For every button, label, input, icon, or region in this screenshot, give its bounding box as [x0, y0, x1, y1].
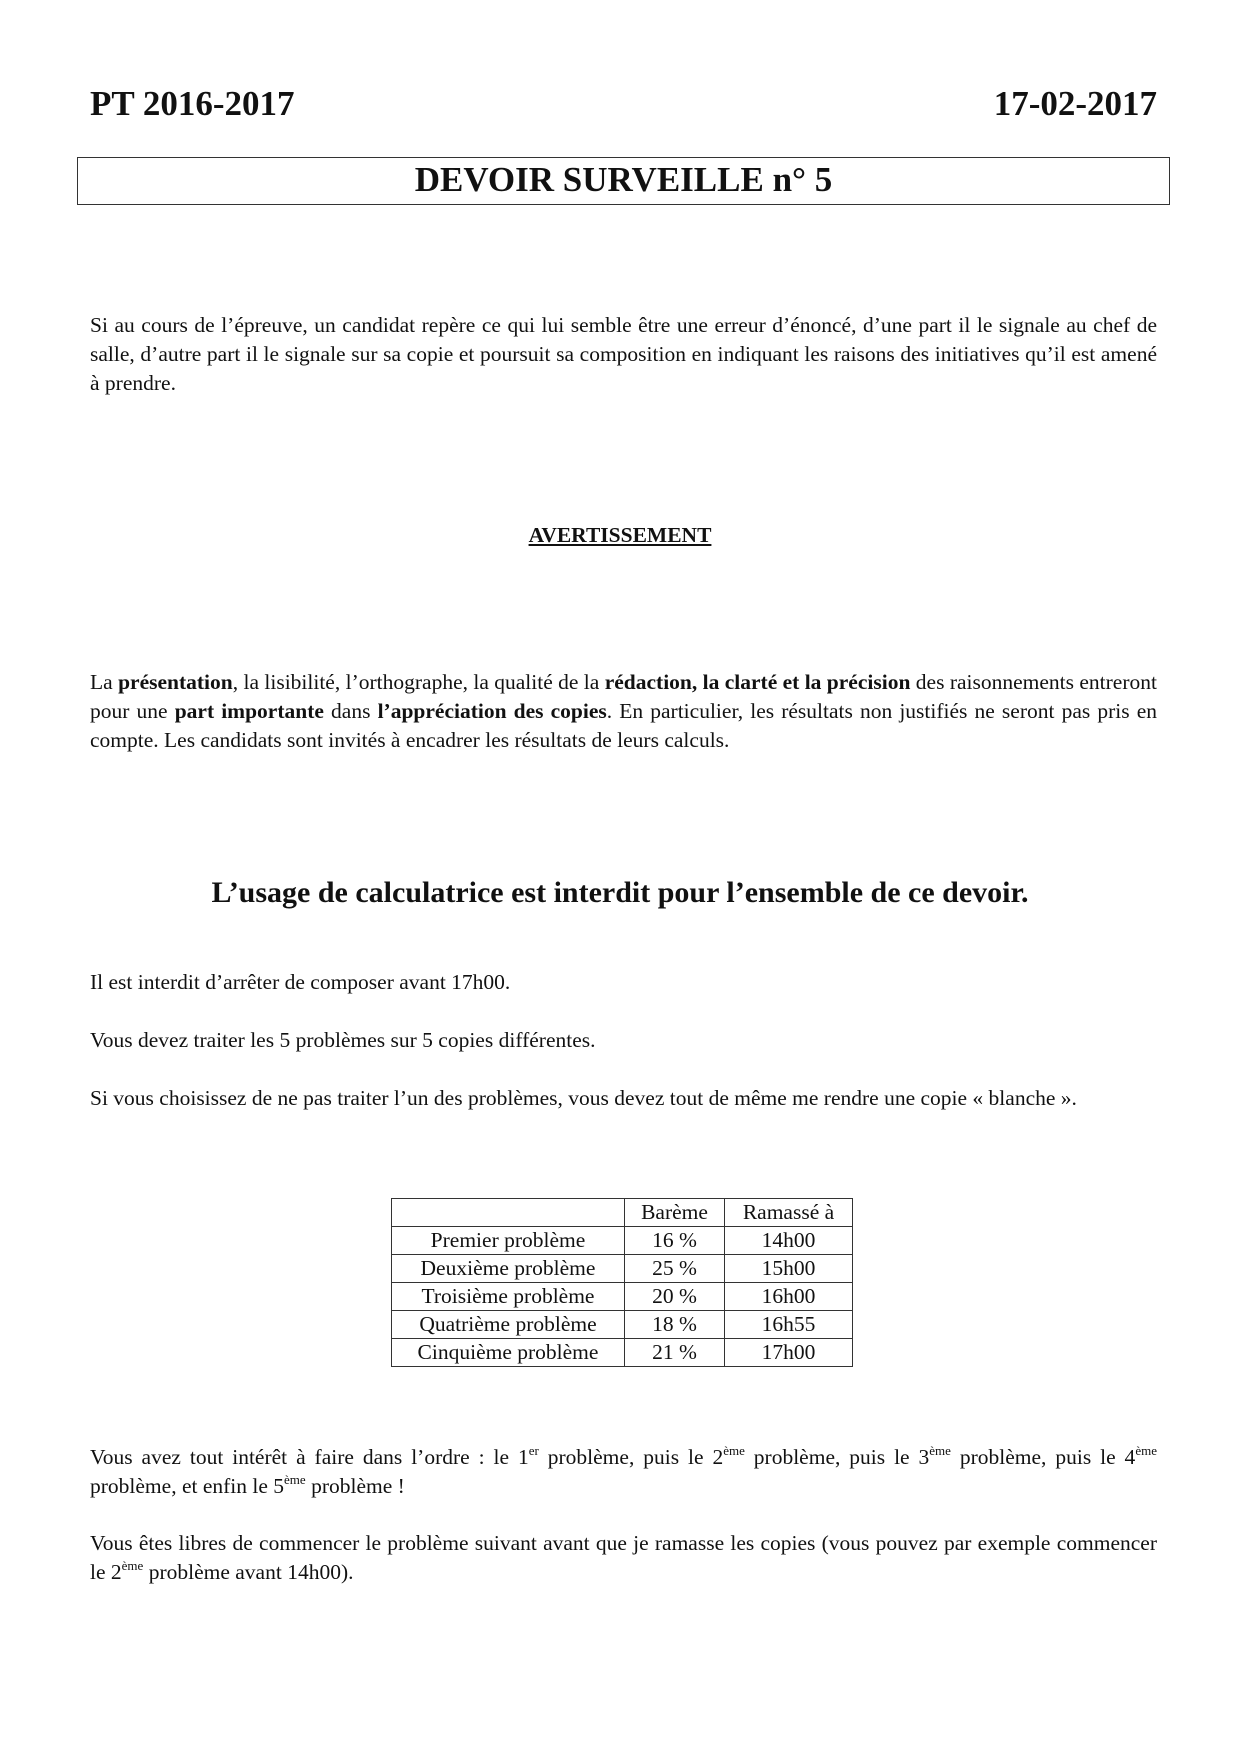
- table-cell: 20 %: [625, 1283, 725, 1311]
- table-row: [392, 1283, 853, 1311]
- page-title: DEVOIR SURVEILLE n° 5: [77, 157, 1170, 205]
- warning-bold-redaction: rédaction, la clarté et la précision: [604, 670, 911, 694]
- order-sup-5: ème: [284, 1472, 306, 1487]
- warning-text-2: , la lisibilité, l’orthographe, la qualité de la: [232, 670, 605, 694]
- table-header-cell: Ramassé à: [725, 1199, 853, 1227]
- freedom-text-2: problème avant 14h00).: [143, 1560, 354, 1584]
- table-row: [392, 1255, 853, 1283]
- table-cell: 16 %: [625, 1227, 725, 1255]
- table-row: [392, 1311, 853, 1339]
- order-text-1: Vous avez tout intérêt à faire dans l’ordre : le 1: [90, 1445, 529, 1469]
- intro-paragraph: Si au cours de l’épreuve, un candidat repère ce qui lui semble être une erreur d’énoncé, d’une part il le signale au chef de salle, d’autre part il le signale sur sa copie et poursuit sa composition en indiquant les raisons des initiatives qu’il est amené à prendre.: [90, 313, 1157, 395]
- warning-paragraph: [90, 668, 1157, 755]
- table-cell: 21 %: [625, 1339, 725, 1367]
- freedom-text-1: Vous êtes libres de commencer le problème suivant avant que je ramasse les copies (vous pouvez par exemple commencer le 2: [90, 1531, 1157, 1584]
- table-header-cell: Barème: [625, 1199, 725, 1227]
- table-cell: 17h00: [725, 1339, 853, 1367]
- table-cell: 14h00: [725, 1227, 853, 1255]
- table-cell: 15h00: [725, 1255, 853, 1283]
- header-year: PT 2016-2017: [90, 84, 295, 123]
- order-text-4: problème, puis le 4: [950, 1445, 1136, 1469]
- warning-text-5: . En particulier, les résultats non justifiés ne seront pas pris en compte. Les candidats sont invités à encadrer les résultats de leurs calculs.: [90, 699, 1158, 752]
- table-cell: Deuxième problème: [392, 1255, 625, 1283]
- warning-bold-presentation: présentation: [118, 670, 233, 694]
- warning-text-1: La: [90, 670, 119, 694]
- order-sup-4: ème: [1135, 1443, 1157, 1458]
- order-sup-3: ème: [929, 1443, 951, 1458]
- warning-bold-part: part importante: [174, 699, 324, 723]
- warning-text-3: des raisonnements entreront pour une: [90, 670, 1157, 723]
- table-cell: 18 %: [625, 1311, 725, 1339]
- table-row: [392, 1339, 853, 1367]
- rule-end-time: Il est interdit d’arrêter de composer avant 17h00.: [90, 970, 511, 994]
- table-cell: Troisième problème: [392, 1283, 625, 1311]
- header-date: 17-02-2017: [993, 84, 1157, 123]
- table-cell: Cinquième problème: [392, 1339, 625, 1367]
- table-row: [392, 1227, 853, 1255]
- table-cell: 16h00: [725, 1283, 853, 1311]
- order-sup-2: ème: [723, 1443, 745, 1458]
- order-text-5: problème, et enfin le 5: [90, 1474, 285, 1498]
- table-cell: Premier problème: [392, 1227, 625, 1255]
- calculator-notice: L’usage de calculatrice est interdit pour l’ensemble de ce devoir.: [211, 876, 1029, 909]
- order-text-2: problème, puis le 2: [538, 1445, 724, 1469]
- table-cell: 25 %: [625, 1255, 725, 1283]
- order-paragraph: [90, 1443, 1157, 1501]
- order-text-3: problème, puis le 3: [744, 1445, 930, 1469]
- order-text-6: problème !: [305, 1474, 405, 1498]
- table-header-row: [392, 1199, 853, 1227]
- table-cell: 16h55: [725, 1311, 853, 1339]
- warning-text-4: dans: [323, 699, 378, 723]
- warning-heading: AVERTISSEMENT: [528, 523, 712, 547]
- rule-five-copies: Vous devez traiter les 5 problèmes sur 5 copies différentes.: [90, 1028, 596, 1052]
- freedom-paragraph: [90, 1529, 1157, 1587]
- order-sup-1: er: [528, 1443, 539, 1458]
- table-cell: Quatrième problème: [392, 1311, 625, 1339]
- rule-blank-copy: Si vous choisissez de ne pas traiter l’un des problèmes, vous devez tout de même me rendre une copie « blanche ».: [90, 1086, 1077, 1110]
- warning-bold-appreciation: l’appréciation des copies: [377, 699, 607, 723]
- grading-table: [391, 1198, 853, 1367]
- freedom-sup-1: ème: [121, 1558, 144, 1573]
- table-header-cell: [392, 1199, 625, 1227]
